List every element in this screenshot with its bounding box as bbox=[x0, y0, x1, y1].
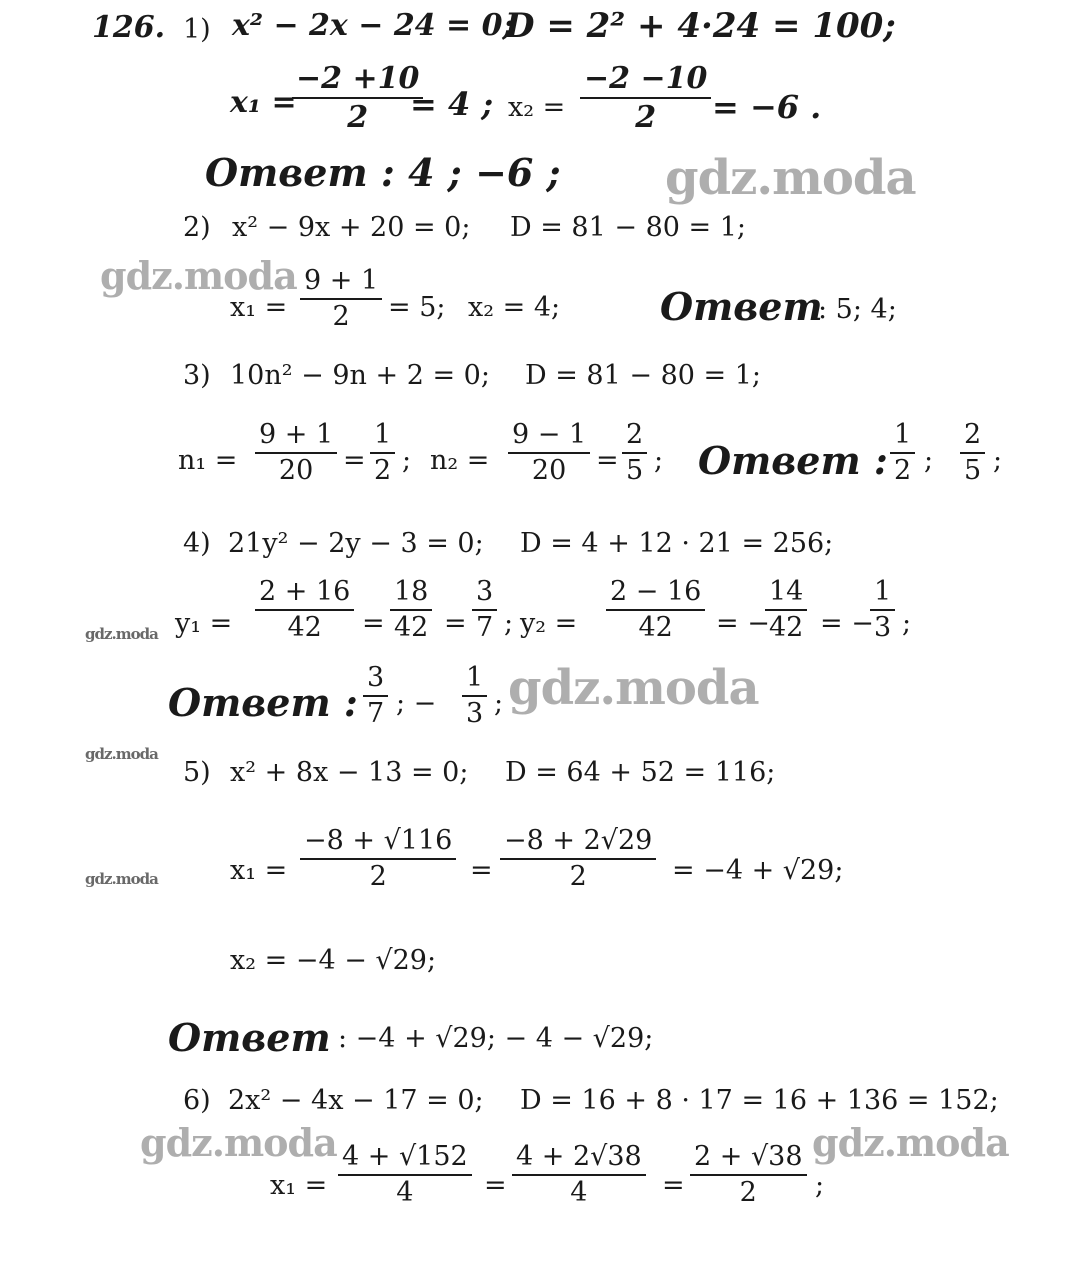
part-1-x1-fraction bbox=[292, 62, 423, 134]
part-3-answer-2-numerator: 2 bbox=[960, 420, 985, 454]
part-5-x1-middle bbox=[500, 826, 656, 891]
part-4-answer-2-numerator: 1 bbox=[462, 663, 487, 697]
part-5-x1-result: = −4 + √29; bbox=[672, 855, 844, 886]
part-4-y2-equals-1: = − bbox=[716, 608, 770, 639]
part-1-x2-fraction bbox=[580, 62, 711, 134]
part-3-n1-denominator: 20 bbox=[278, 454, 314, 486]
part-1-x1-denominator: 2 bbox=[347, 100, 369, 135]
part-4-y1-middle-numerator: 18 bbox=[390, 577, 432, 611]
part-5-label: 5) bbox=[183, 757, 211, 788]
part-3-n2-result-denominator: 5 bbox=[626, 454, 644, 486]
part-2-label: 2) bbox=[183, 212, 211, 243]
part-3-n2-result-numerator: 2 bbox=[622, 420, 647, 454]
part-4-y2-label: y₂ = bbox=[520, 608, 578, 639]
watermark-logo: gdz.moda bbox=[508, 660, 759, 716]
part-5-answer-word: Ответ bbox=[168, 1015, 331, 1060]
watermark-logo: gdz.moda bbox=[140, 1120, 337, 1165]
part-4-equation: 21y² − 2y − 3 = 0; bbox=[228, 528, 484, 559]
part-4-y2-result-numerator: 1 bbox=[870, 577, 895, 611]
part-4-answer-1-numerator: 3 bbox=[363, 663, 388, 697]
part-1-answer: Ответ : 4 ; −6 ; bbox=[205, 150, 561, 195]
part-1-x1-label: x₁ = bbox=[230, 85, 297, 120]
part-3-answer-1-denominator: 2 bbox=[894, 454, 912, 486]
part-6-x1-numerator: 4 + √152 bbox=[338, 1142, 472, 1176]
part-6-equation: 2x² − 4x − 17 = 0; bbox=[228, 1085, 484, 1116]
part-3-n1-label: n₁ = bbox=[178, 445, 238, 476]
part-3-answer-separator: ; bbox=[924, 445, 934, 476]
part-4-answer-word: Ответ : bbox=[168, 680, 358, 725]
part-3-n1-result-denominator: 2 bbox=[374, 454, 392, 486]
part-6-x1-result-denominator: 2 bbox=[739, 1176, 757, 1208]
part-1-x1-numerator: −2 +10 bbox=[292, 62, 423, 99]
part-3-answer-2 bbox=[960, 420, 985, 485]
part-6-discriminant: D = 16 + 8 · 17 = 16 + 136 = 152; bbox=[520, 1085, 999, 1116]
part-3-n2-fraction bbox=[508, 420, 590, 485]
part-3-semicolon-2: ; bbox=[654, 445, 664, 476]
part-3-answer-word: Ответ : bbox=[698, 438, 888, 483]
part-3-label: 3) bbox=[183, 360, 211, 391]
part-2-x1-denominator: 2 bbox=[332, 300, 350, 332]
part-6-semicolon: ; bbox=[815, 1170, 825, 1201]
part-4-y1-denominator: 42 bbox=[287, 611, 322, 643]
part-2-answer-word: Ответ bbox=[660, 284, 823, 329]
part-3-answer-2-denominator: 5 bbox=[964, 454, 982, 486]
part-4-label: 4) bbox=[183, 528, 211, 559]
part-5-discriminant: D = 64 + 52 = 116; bbox=[505, 757, 776, 788]
part-4-y1-equals-1: = bbox=[362, 608, 385, 639]
part-5-x1-fraction bbox=[300, 826, 456, 891]
part-3-answer-end: ; bbox=[993, 445, 1003, 476]
part-4-semicolon-2: ; bbox=[902, 608, 912, 639]
part-4-answer-2 bbox=[462, 663, 487, 728]
part-5-x1-middle-numerator: −8 + 2√29 bbox=[500, 826, 656, 860]
part-4-y2-fraction bbox=[606, 577, 705, 642]
watermark-logo: gdz.moda bbox=[665, 150, 916, 206]
part-3-n2-result bbox=[622, 420, 647, 485]
part-4-y2-numerator: 2 − 16 bbox=[606, 577, 705, 611]
part-4-y1-label: y₁ = bbox=[175, 608, 233, 639]
part-3-n1-fraction bbox=[255, 420, 337, 485]
problem-number: 126. bbox=[92, 10, 166, 45]
part-5-x2: x₂ = −4 − √29; bbox=[230, 945, 437, 976]
part-4-y2-denominator: 42 bbox=[638, 611, 673, 643]
part-2-answer-values: : 5; 4; bbox=[818, 294, 897, 325]
part-3-n1-result bbox=[370, 420, 395, 485]
part-2-x1-label: x₁ = bbox=[230, 292, 288, 323]
part-4-answer-1 bbox=[363, 663, 388, 728]
part-4-discriminant: D = 4 + 12 · 21 = 256; bbox=[520, 528, 834, 559]
part-4-y1-middle bbox=[390, 577, 432, 642]
part-3-n1-result-numerator: 1 bbox=[370, 420, 395, 454]
part-4-y2-equals-2: = − bbox=[820, 608, 874, 639]
part-4-y1-numerator: 2 + 16 bbox=[255, 577, 354, 611]
part-2-x2: x₂ = 4; bbox=[468, 292, 561, 323]
part-3-n1-numerator: 9 + 1 bbox=[255, 420, 337, 454]
part-4-semicolon-1: ; bbox=[504, 608, 514, 639]
part-4-y1-result-numerator: 3 bbox=[472, 577, 497, 611]
part-1-x2-denominator: 2 bbox=[635, 100, 657, 135]
part-6-x1-result-numerator: 2 + √38 bbox=[690, 1142, 807, 1176]
watermark-logo: gdz.moda bbox=[85, 625, 158, 643]
part-4-answer-2-denominator: 3 bbox=[466, 697, 484, 729]
part-6-x1-middle bbox=[512, 1142, 646, 1207]
part-6-x1-denominator: 4 bbox=[396, 1176, 414, 1208]
part-4-y1-equals-2: = bbox=[444, 608, 467, 639]
watermark-logo: gdz.moda bbox=[812, 1120, 1009, 1165]
part-3-discriminant: D = 81 − 80 = 1; bbox=[525, 360, 761, 391]
part-2-discriminant: D = 81 − 80 = 1; bbox=[510, 212, 746, 243]
part-4-y1-middle-denominator: 42 bbox=[394, 611, 429, 643]
part-1-x2-label: x₂ = bbox=[508, 92, 566, 123]
part-5-answer-values: : −4 + √29; − 4 − √29; bbox=[338, 1023, 654, 1054]
part-1-x2-result: = −6 . bbox=[712, 88, 822, 126]
part-3-n2-equals: = bbox=[596, 445, 619, 476]
part-2-x1-numerator: 9 + 1 bbox=[300, 266, 382, 300]
part-2-x1-result: = 5; bbox=[388, 292, 446, 323]
part-2-equation: x² − 9x + 20 = 0; bbox=[232, 212, 471, 243]
part-6-x1-fraction bbox=[338, 1142, 472, 1207]
part-6-x1-label: x₁ = bbox=[270, 1170, 328, 1201]
part-3-n2-denominator: 20 bbox=[531, 454, 567, 486]
part-4-answer-separator: ; − bbox=[396, 688, 437, 719]
part-5-x1-denominator: 2 bbox=[369, 860, 387, 892]
part-6-x1-middle-denominator: 4 bbox=[570, 1176, 588, 1208]
part-4-answer-end: ; bbox=[494, 688, 504, 719]
part-3-n2-label: n₂ = bbox=[430, 445, 490, 476]
part-1-label: 1) bbox=[183, 14, 211, 45]
part-1-x2-numerator: −2 −10 bbox=[580, 62, 711, 99]
watermark-logo: gdz.moda bbox=[100, 253, 297, 298]
part-3-answer-1 bbox=[890, 420, 915, 485]
part-6-x1-middle-numerator: 4 + 2√38 bbox=[512, 1142, 646, 1176]
part-6-equals-2: = bbox=[662, 1170, 685, 1201]
part-4-answer-1-denominator: 7 bbox=[367, 697, 385, 729]
part-3-n1-equals: = bbox=[343, 445, 366, 476]
part-6-equals-1: = bbox=[484, 1170, 507, 1201]
watermark-logo: gdz.moda bbox=[85, 745, 158, 763]
part-4-y2-result bbox=[870, 577, 895, 642]
part-4-y2-result-denominator: 3 bbox=[874, 611, 892, 643]
part-4-y2-middle-denominator: 42 bbox=[769, 611, 804, 643]
part-5-x1-numerator: −8 + √116 bbox=[300, 826, 456, 860]
part-4-y1-fraction bbox=[255, 577, 354, 642]
part-6-label: 6) bbox=[183, 1085, 211, 1116]
part-4-y1-result-denominator: 7 bbox=[476, 611, 494, 643]
part-4-y2-middle-numerator: 14 bbox=[765, 577, 807, 611]
part-5-x1-label: x₁ = bbox=[230, 855, 288, 886]
part-3-equation: 10n² − 9n + 2 = 0; bbox=[230, 360, 490, 391]
part-4-y1-result bbox=[472, 577, 497, 642]
part-1-x1-result: = 4 ; bbox=[410, 85, 494, 123]
watermark-logo: gdz.moda bbox=[85, 870, 158, 888]
part-1-equation: x² − 2x − 24 = 0; bbox=[232, 8, 514, 43]
part-5-equals: = bbox=[470, 855, 493, 886]
part-4-y2-middle bbox=[765, 577, 807, 642]
part-1-discriminant: D = 2² + 4·24 = 100; bbox=[505, 6, 896, 46]
part-5-x1-middle-denominator: 2 bbox=[569, 860, 587, 892]
part-3-semicolon-1: ; bbox=[402, 445, 412, 476]
part-3-n2-numerator: 9 − 1 bbox=[508, 420, 590, 454]
part-6-x1-result bbox=[690, 1142, 807, 1207]
part-2-x1-fraction bbox=[300, 266, 382, 331]
part-3-answer-1-numerator: 1 bbox=[890, 420, 915, 454]
part-5-equation: x² + 8x − 13 = 0; bbox=[230, 757, 469, 788]
